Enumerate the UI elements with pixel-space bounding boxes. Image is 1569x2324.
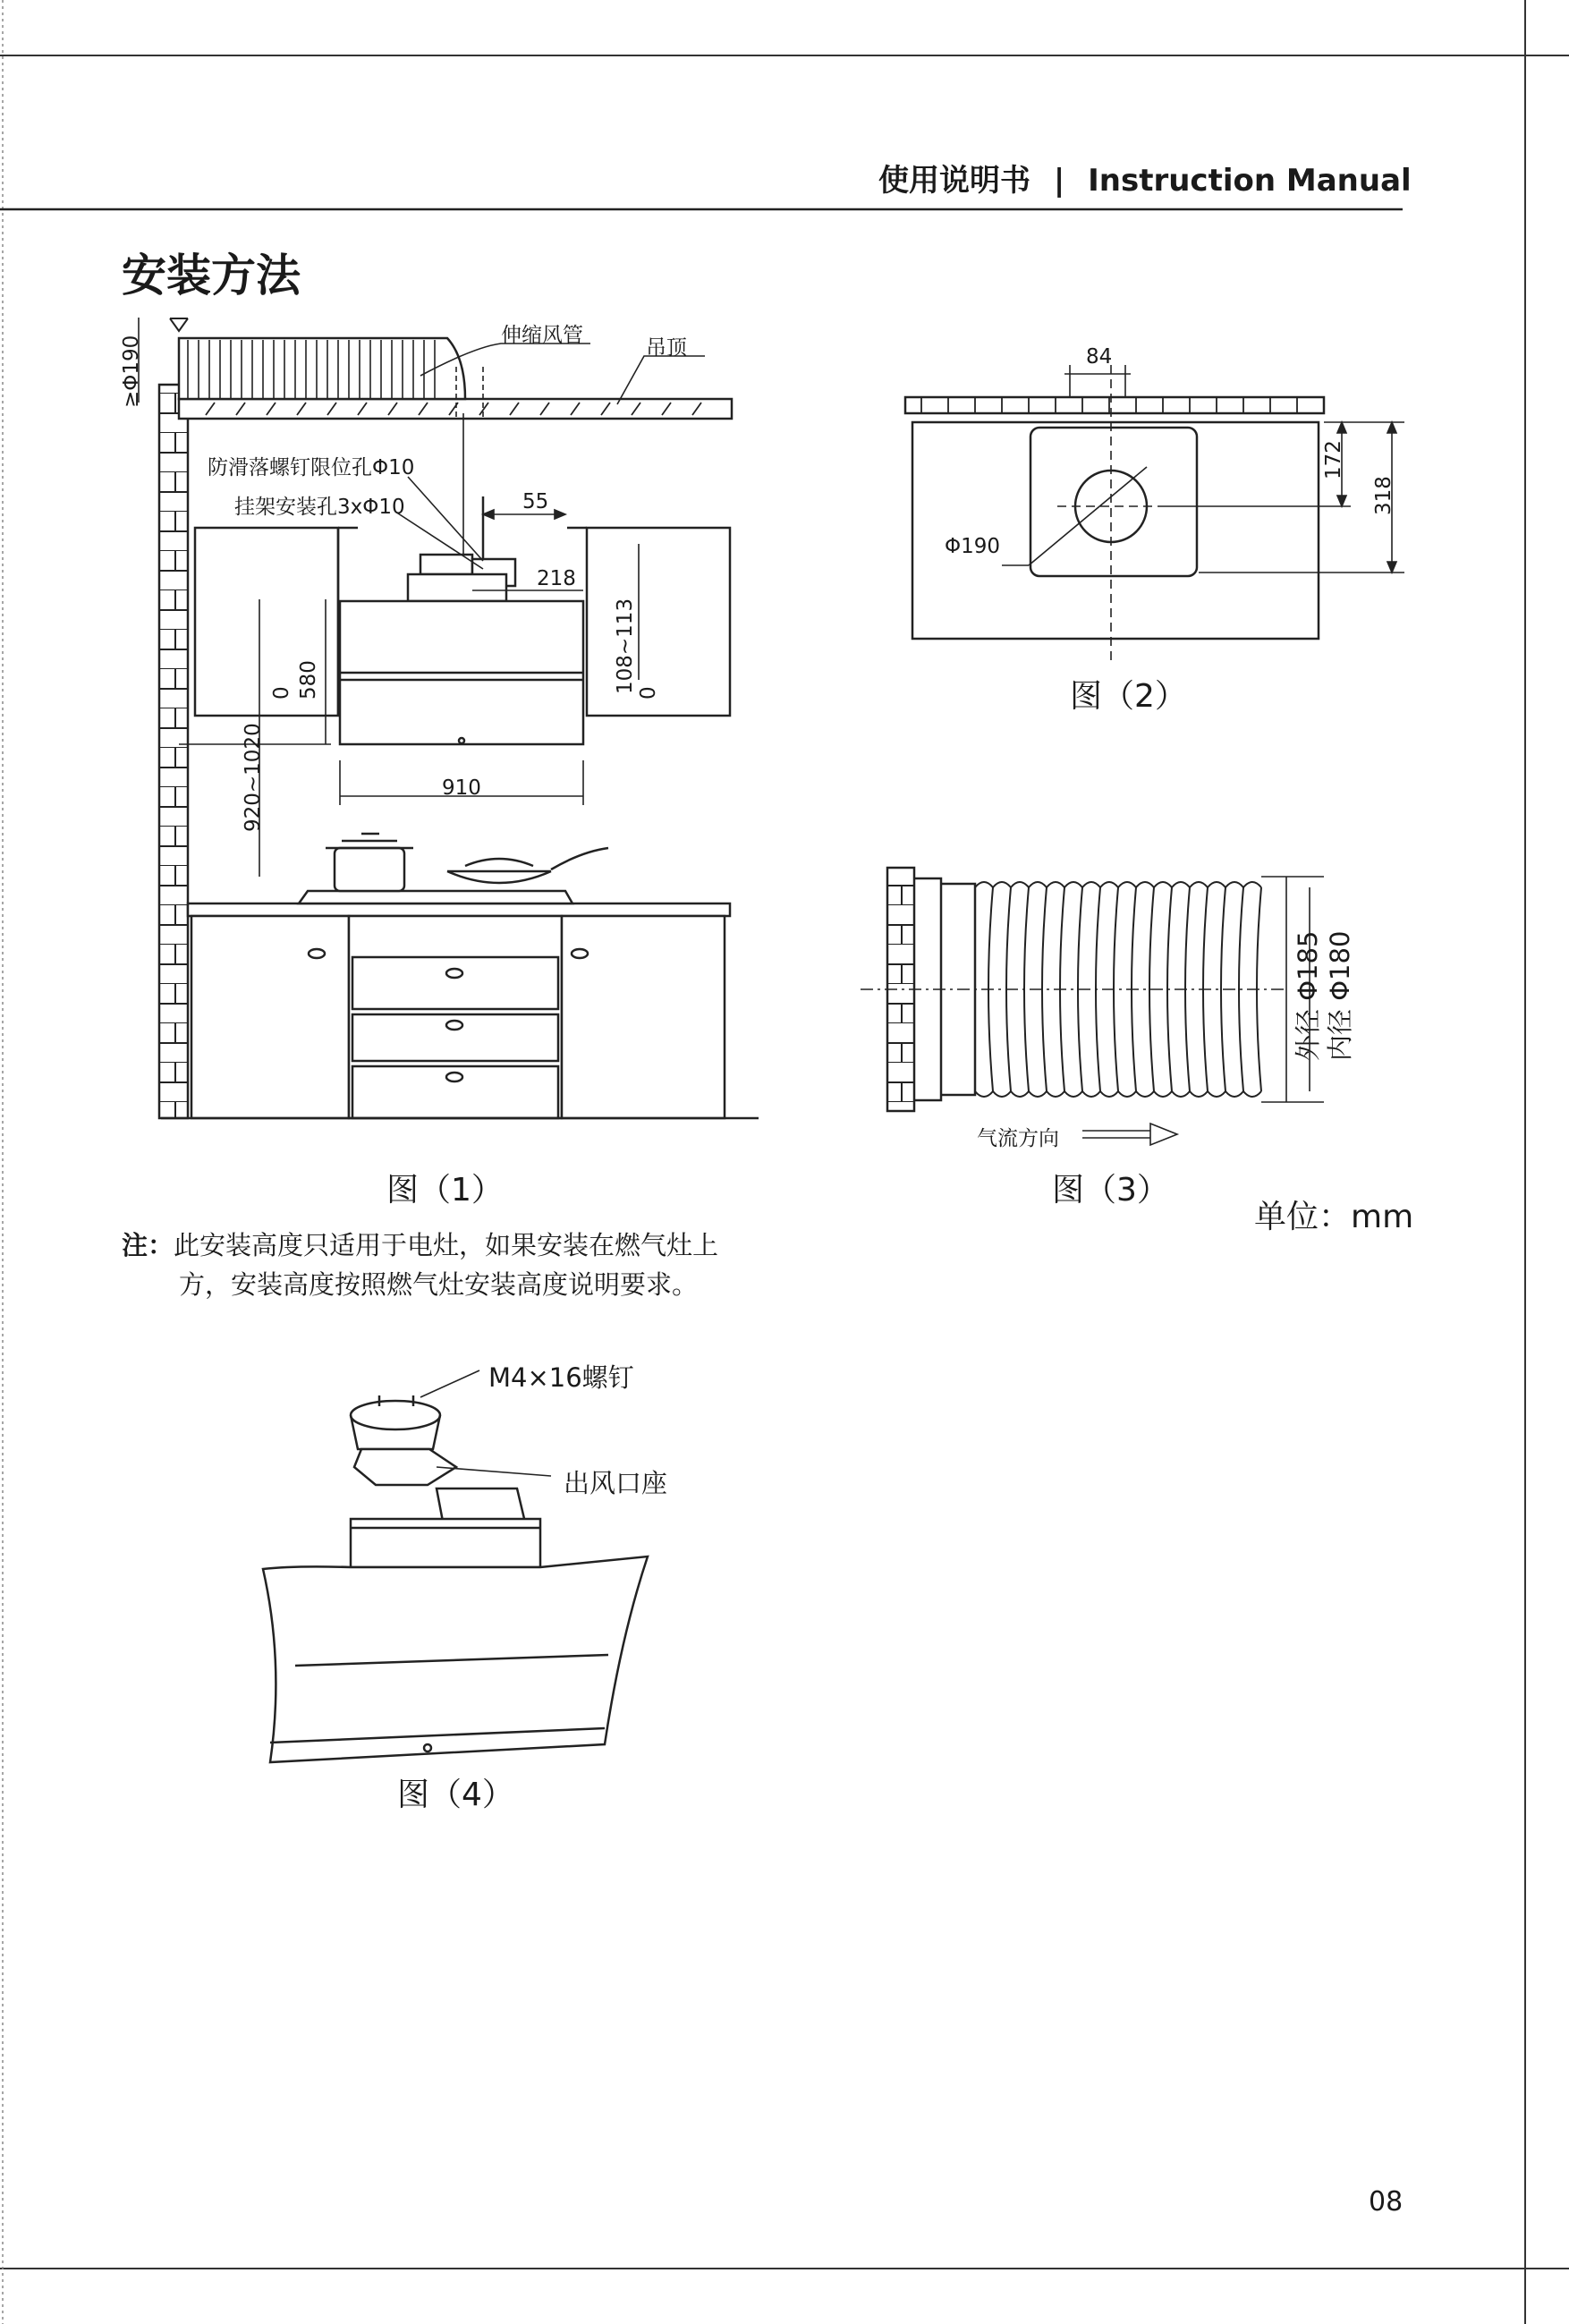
page-number: 08 <box>1369 2186 1404 2218</box>
dim-84: 84 <box>1086 345 1113 369</box>
unit-label: 单位：mm <box>1254 1199 1414 1235</box>
caption-fig1: 图（1） <box>386 1172 504 1209</box>
dim-phi190: ≥Φ190 <box>120 335 143 408</box>
note <box>122 1226 718 1304</box>
label-screw-hole: 防滑落螺钉限位孔Φ10 <box>208 456 415 479</box>
header-right: Instruction Manual <box>1088 163 1412 199</box>
header <box>878 156 1412 199</box>
zero-mark-a: 0 <box>270 686 293 700</box>
dim-172: 172 <box>1322 440 1345 479</box>
zero-mark-b: 0 <box>637 686 660 700</box>
note-line1: 此安装高度只适用于电灶，如果安装在燃气灶上 <box>174 1230 719 1260</box>
caption-fig3: 图（3） <box>1052 1172 1169 1209</box>
label-ceiling: 吊顶 <box>646 336 687 360</box>
caption-fig2: 图（2） <box>1070 678 1187 715</box>
dim-318: 318 <box>1372 476 1395 515</box>
dim-920-1020: 920~1020 <box>242 723 265 832</box>
label-outlet: 出风口座 <box>564 1468 668 1498</box>
dim-218: 218 <box>537 567 576 590</box>
label-phi190: Φ190 <box>945 535 1001 558</box>
header-separator: | <box>1053 163 1065 199</box>
dim-55: 55 <box>522 490 549 513</box>
dim-108-113: 108~113 <box>614 598 637 694</box>
header-left: 使用说明书 <box>878 163 1030 199</box>
page-title: 安装方法 <box>122 250 301 301</box>
label-airflow: 气流方向 <box>977 1127 1059 1150</box>
dim-580: 580 <box>297 660 320 700</box>
label-bracket-hole: 挂架安装孔3xΦ10 <box>234 496 405 519</box>
note-line2: 方，安装高度按照燃气灶安装高度说明要求。 <box>179 1269 699 1300</box>
label-duct: 伸缩风管 <box>501 324 583 347</box>
label-inner-diameter: 内径 Φ180 <box>1325 930 1355 1061</box>
dim-910: 910 <box>442 776 481 800</box>
caption-fig4: 图（4） <box>397 1777 514 1813</box>
note-prefix: 注： <box>122 1230 174 1260</box>
label-screw: M4×16螺钉 <box>488 1362 634 1393</box>
label-outer-diameter: 外径 Φ185 <box>1293 930 1323 1061</box>
